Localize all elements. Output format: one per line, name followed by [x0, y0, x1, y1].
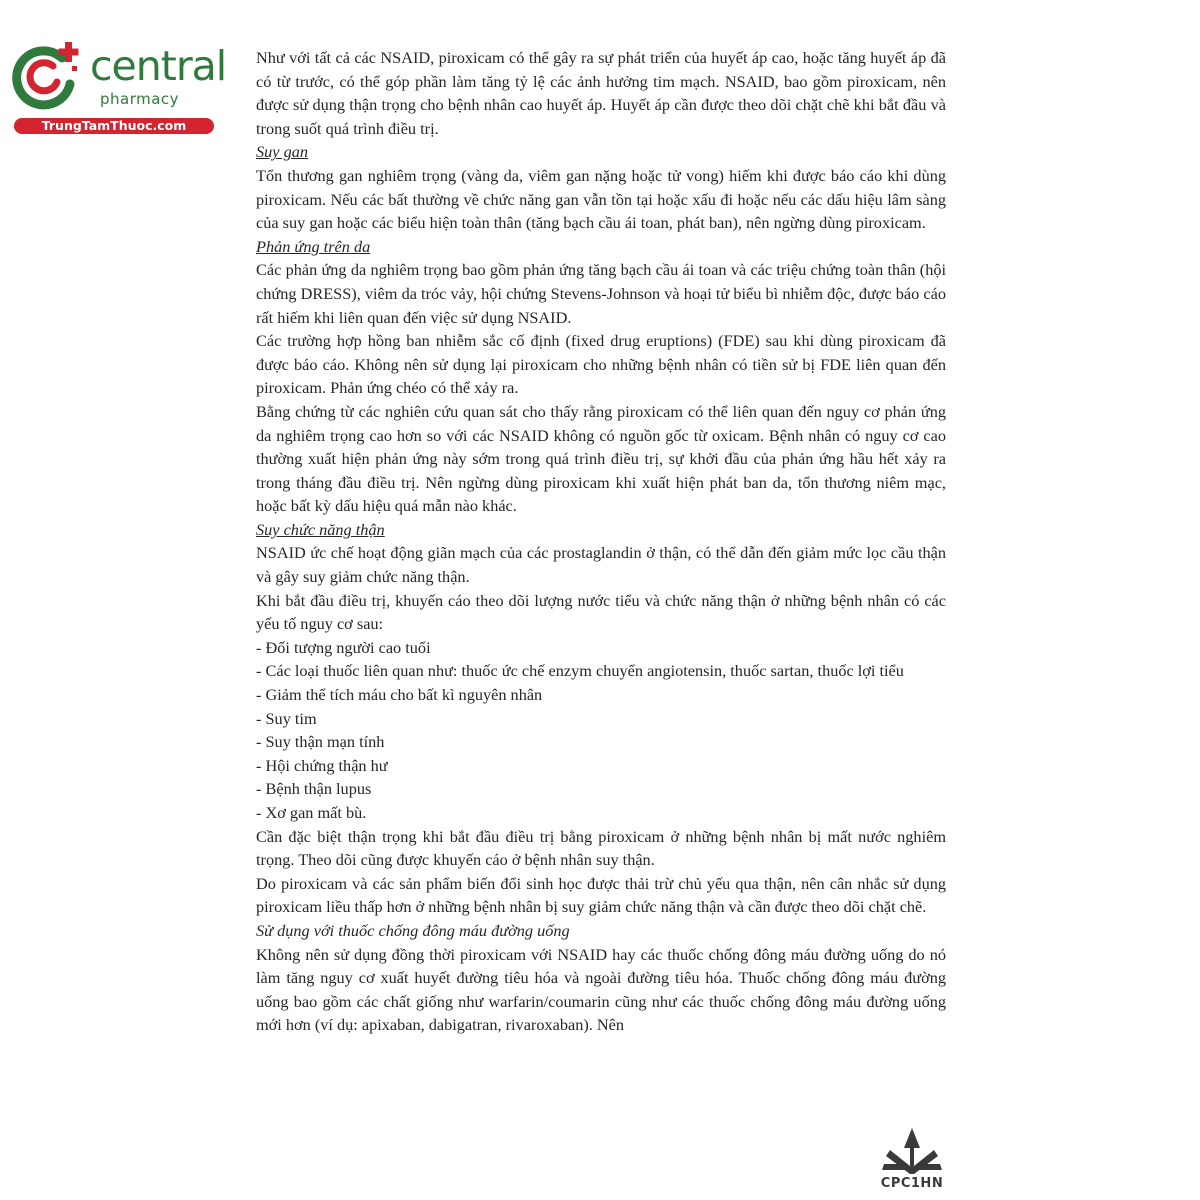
- fan-emblem-icon: [880, 1126, 944, 1176]
- list-item: - Đối tượng người cao tuổi: [256, 637, 431, 657]
- paragraph: Không nên sử dụng đồng thời piroxicam với NSAID hay các thuốc chống đông máu đường uống do nó làm tăng nguy cơ xuất huyết đường tiêu hóa và ngoài đường tiêu hóa. Thuốc chống đông máu đường uống bao gồm các chất giống như warfarin/coumarin cũng như các thuốc chống đông máu đường uống mới hơn (ví dụ: apixaban, dabigatran, rivaroxaban). Nên: [256, 944, 946, 1035]
- paragraph: Bằng chứng từ các nghiên cứu quan sát cho thấy rằng piroxicam có thể liên quan đến nguy cơ phản ứng da nghiêm trọng cao hơn so với các NSAID không có nguồn gốc từ oxicam. Bệnh nhân có nguy cơ cao thường xuất hiện phản ứng này sớm trong quá trình điều trị, sự khởi đầu của phản ứng hầu hết xảy ra trong tháng đầu điều trị. Nên ngừng dùng piroxicam khi xuất hiện phát ban da, tổn thương niêm mạc, hoặc bất kỳ dấu hiệu quá mẫn nào khác.: [256, 401, 946, 516]
- list-item: - Hội chứng thận hư: [256, 755, 388, 775]
- paragraph: Khi bắt đầu điều trị, khuyến cáo theo dõi lượng nước tiểu và chức năng thận ở những bệnh nhân có các yếu tố nguy cơ sau:: [256, 590, 946, 634]
- paragraph: Tổn thương gan nghiêm trọng (vàng da, viêm gan nặng hoặc tử vong) hiếm khi được báo cáo khi dùng piroxicam. Nếu các bất thường về chức năng gan vẫn tồn tại hoặc xấu đi hoặc nếu các dấu hiệu lâm sàng của suy gan hoặc các biểu hiện toàn thân (tăng bạch cầu ái toan, phát ban), nên ngừng dùng piroxicam.: [256, 165, 946, 233]
- section-heading-skin: Phản ứng trên da: [256, 236, 371, 256]
- section-heading-liver: Suy gan: [256, 142, 308, 162]
- list-item: - Suy thận mạn tính: [256, 732, 385, 752]
- pharmacy-cross-logo-icon: [10, 38, 88, 116]
- list-item: - Bệnh thận lupus: [256, 779, 372, 799]
- manufacturer-logo: [872, 1126, 952, 1196]
- paragraph: Các trường hợp hồng ban nhiễm sắc cố định (fixed drug eruptions) (FDE) sau khi dùng piroxicam đã được báo cáo. Không nên sử dụng lại piroxicam cho những bệnh nhân có tiền sử bị FDE liên quan đến piroxicam. Phản ứng chéo có thể xảy ra.: [256, 331, 946, 398]
- section-heading-renal: Suy chức năng thận: [256, 519, 385, 539]
- manufacturer-logo-text: CPC1HN: [880, 1176, 944, 1191]
- paragraph: Do piroxicam và các sản phẩm biến đổi sinh học được thải trừ chủ yếu qua thận, nên cân nhắc sử dụng piroxicam liều thấp hơn ở những bệnh nhân bị suy giảm chức năng thận và cần được theo dõi chặt chẽ.: [256, 873, 946, 917]
- brand-name: central: [90, 42, 227, 90]
- paragraph: NSAID ức chế hoạt động giãn mạch của các prostaglandin ở thận, có thể dẫn đến giảm mức lọc cầu thận và gây suy giảm chức năng thận.: [256, 543, 946, 587]
- section-heading-anticoagulants: Sử dụng với thuốc chống đông máu đường uống: [256, 920, 570, 940]
- list-item: - Suy tim: [256, 708, 317, 728]
- brand-subtitle: pharmacy: [100, 90, 180, 108]
- paragraph: Các phản ứng da nghiêm trọng bao gồm phản ứng tăng bạch cầu ái toan và các triệu chứng toàn thân (hội chứng DRESS), viêm da tróc vảy, hội chứng Stevens-Johnson và hoại tử biểu bì nhiễm độc, được báo cáo rất hiếm khi liên quan đến việc sử dụng NSAID.: [256, 260, 946, 327]
- list-item: - Giảm thể tích máu cho bất kì nguyên nhân: [256, 685, 543, 705]
- brand-logo: [10, 38, 227, 138]
- paragraph: Cần đặc biệt thận trọng khi bắt đầu điều trị bằng piroxicam ở những bệnh nhân bị mất nước nghiêm trọng. Theo dõi cũng được khuyến cáo ở bệnh nhân suy thận.: [256, 826, 946, 870]
- list-item: - Xơ gan mất bù.: [256, 803, 367, 822]
- list-item: - Các loại thuốc liên quan như: thuốc ức chế enzym chuyển angiotensin, thuốc sartan, thuốc lợi tiểu: [256, 661, 904, 681]
- document-body: [256, 46, 946, 1037]
- paragraph: Như với tất cả các NSAID, piroxicam có thể gây ra sự phát triển của huyết áp cao, hoặc tăng huyết áp đã có từ trước, có thể góp phần làm tăng tỷ lệ các ảnh hưởng tim mạch. NSAID, bao gồm piroxicam, nên được sử dụng thận trọng cho bệnh nhân cao huyết áp. Huyết áp cần được theo dõi chặt chẽ khi bắt đầu và trong suốt quá trình điều trị.: [256, 48, 946, 138]
- brand-site-banner: TrungTamThuoc.com: [14, 118, 214, 134]
